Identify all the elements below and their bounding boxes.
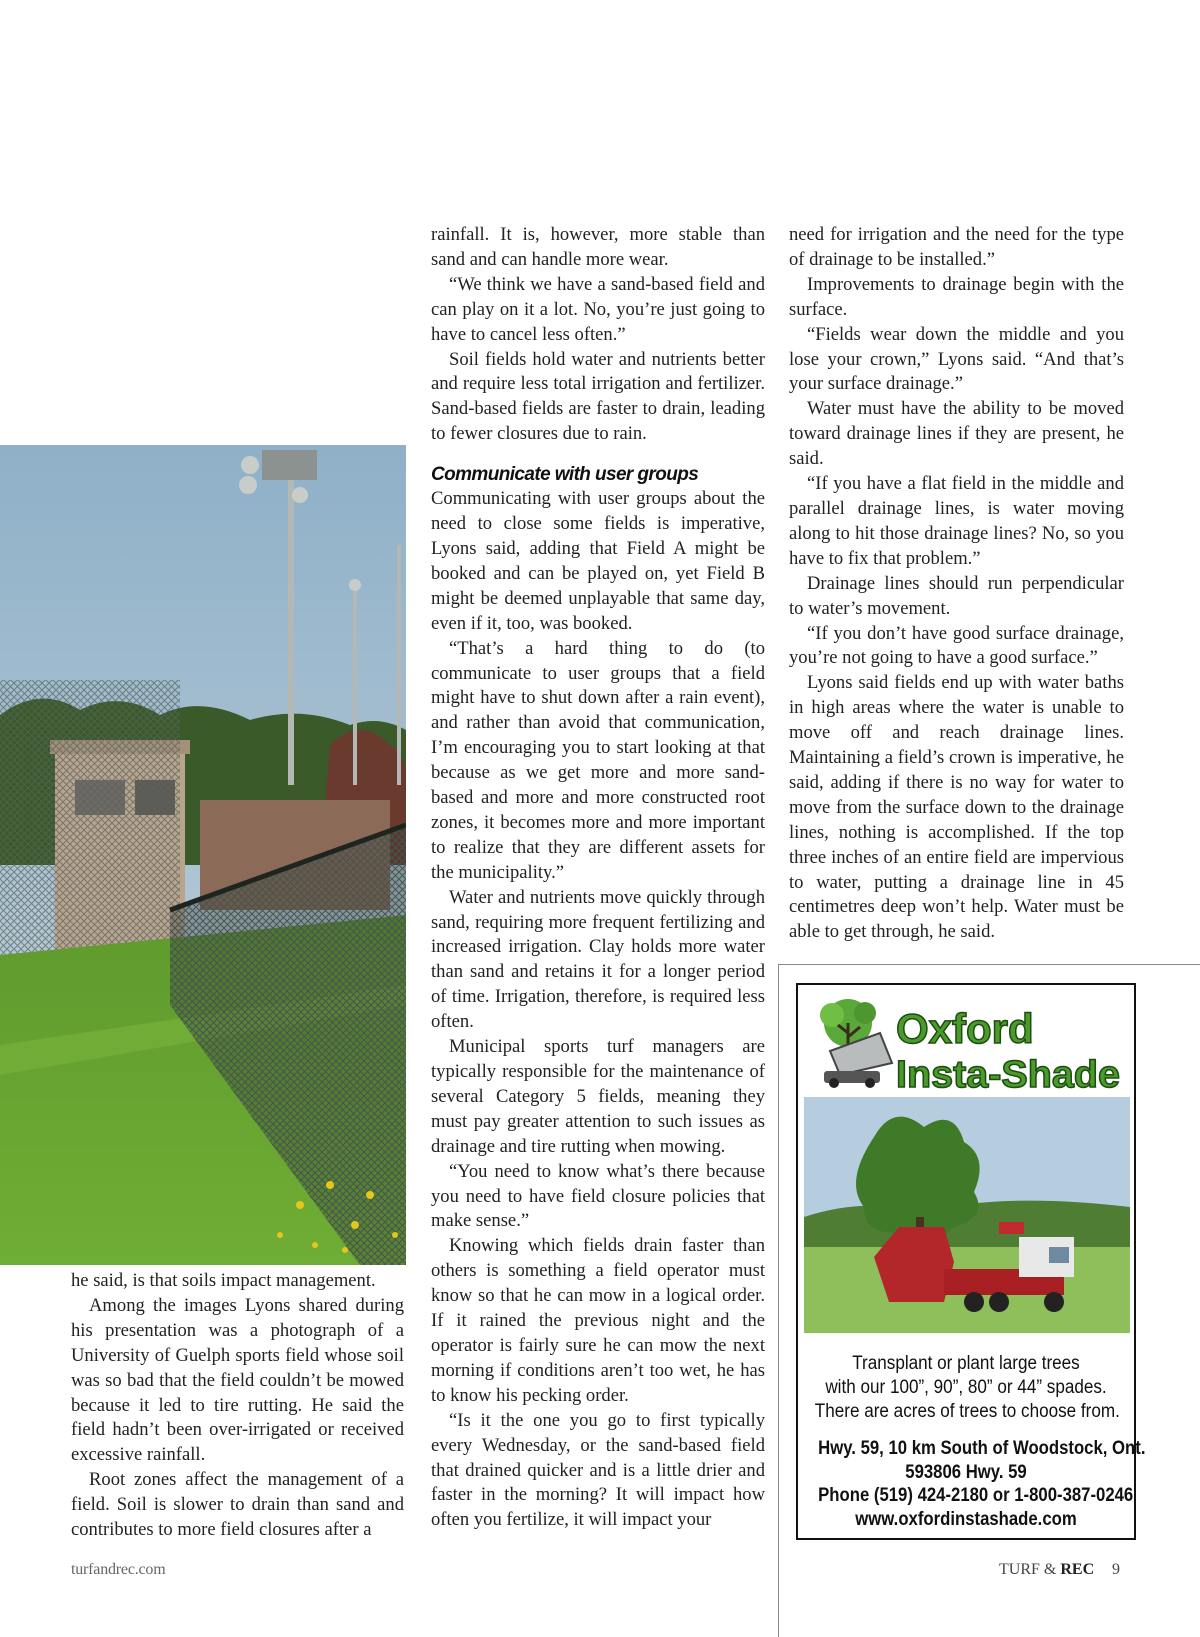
ad-logo (810, 993, 1126, 1093)
paragraph: Communicating with user groups about the need to close some fields is imperative, Lyons said, adding that Field A might be booked and can be played on, yet Field B might be deemed unplayable that same day, even if it, too, was booked. (431, 488, 765, 634)
page-number: 9 (1112, 1561, 1120, 1578)
ad-contact (818, 1437, 1146, 1531)
footer-site-url[interactable]: turfandrec.com (71, 1561, 166, 1578)
paragraph: he said, is that soils impact management. (71, 1270, 376, 1291)
paragraph: Lyons said fields end up with water baths in high areas where the water is unable to move off and reach drainage lines. Maintaining a field’s crown is imperative, he said, adding if there is no way for water to move from the surface down to the drainage lines, nothing is accomplished. If the top three inches of an entire field are impervious to water, putting a drainage line in 45 centimetres deep won’t help. Water must be able to get through, he said. (789, 672, 1124, 943)
paragraph: Improvements to drainage begin with the surface. (789, 273, 1124, 320)
footer-brand-bold: REC (1060, 1561, 1095, 1578)
ad-phone: Phone (519) 424-2180 or 1-800-387-0246 (818, 1485, 1134, 1506)
article-column-left (71, 1269, 404, 1543)
paragraph: Drainage lines should run perpendicular to water’s movement. (789, 572, 1124, 619)
paragraph: “If you have a flat field in the middle and parallel drainage lines, is water moving along to hit those drainage lines? No, so you have to fix that problem.” (789, 473, 1124, 569)
paragraph: “If you don’t have good surface drainage, you’re not going to have a good surface.” (789, 622, 1124, 669)
ad-address: Hwy. 59, 10 km South of Woodstock, Ont. (818, 1438, 1146, 1459)
footer-brand (999, 1561, 1094, 1579)
oxford-insta-shade-ad[interactable] (796, 983, 1146, 1540)
ad-street: 593806 Hwy. 59 (905, 1461, 1027, 1483)
paragraph: “You need to know what’s there because you need to have field closure policies that make sense.” (431, 1160, 765, 1232)
section-subheading: Communicate with user groups (431, 464, 699, 486)
article-column-middle (431, 223, 765, 1533)
ad-divider-horizontal (778, 964, 1200, 965)
paragraph: “Is it the one you go to first typically every Wednesday, or the sand-based field that drained quicker and is a little drier and faster in the morning? It will impact how often you fertilize, it will impact your (431, 1409, 765, 1531)
paragraph: Water and nutrients move quickly through sand, requiring more frequent fertilizing and increased irrigation. Clay holds more water than sand and retains it for a longer period of time. Irrigation, therefore, is required less often. (431, 886, 765, 1033)
ad-tagline-line: Transplant or plant large trees (852, 1353, 1080, 1374)
ad-divider-vertical (778, 964, 779, 1637)
tree-spade-icon (820, 999, 892, 1088)
paragraph: Municipal sports turf managers are typically responsible for the maintenance of several Category 5 fields, meaning they must pay greater attention to such issues as drainage and tire rutting when mowing. (431, 1036, 765, 1157)
footer-brand-prefix: TURF & (999, 1561, 1061, 1578)
ad-tagline-line: with our 100”, 90”, 80” or 44” spades. (825, 1377, 1107, 1398)
paragraph: “We think we have a sand-based field and can play on it a lot. No, you’re just going to have to cancel less often.” (431, 273, 765, 345)
paragraph: need for irrigation and the need for the type of drainage to be installed.” (789, 224, 1124, 270)
tree-spade-truck-photo (804, 1097, 1130, 1333)
paragraph: “Fields wear down the middle and you lose your crown,” Lyons said. “And that’s your surface drainage.” (789, 323, 1124, 395)
paragraph: Among the images Lyons shared during his presentation was a photograph of a University of Guelph sports field whose soil was so bad that the field couldn’t be mowed because it led to tire rutting. He said the field hadn’t been over-irrigated or received excessive rainfall. (71, 1294, 404, 1466)
article-column-right (789, 223, 1124, 945)
ad-logo-line2: Insta-Shade (896, 1054, 1120, 1093)
paragraph: Water must have the ability to be moved toward drainage lines if they are present, he said. (789, 398, 1124, 470)
ad-tagline-line: There are acres of trees to choose from. (814, 1401, 1120, 1422)
paragraph: Root zones affect the management of a field. Soil is slower to drain than sand and contributes to more field closures after a (71, 1469, 404, 1541)
paragraph: Knowing which fields drain faster than others is something a field operator must know so that he can mow in a logical order. If it rained the previous night and the operator is fairly sure he can mow the next morning if conditions aren’t too wet, he has to know his pecking order. (431, 1235, 765, 1406)
ad-website-link[interactable]: www.oxfordinstashade.com (855, 1508, 1077, 1530)
field-fence-photo (0, 445, 406, 1265)
paragraph: “That’s a hard thing to do (to communicate to user groups that a field might have to shut down after a rain event), and rather than avoid that communication, I’m encouraging you to start looking at that because as we get more and more sand-based and more and more constructed root zones, it becomes more and more important to realize that they are different assets for the municipality.” (431, 637, 765, 883)
paragraph: Soil fields hold water and nutrients better and require less total irrigation and fertilizer. Sand-based fields are faster to drain, leading to fewer closures due to rain. (431, 348, 765, 445)
paragraph: rainfall. It is, however, more stable than sand and can handle more wear. (431, 224, 765, 270)
ad-logo-line1: Oxford (896, 1005, 1034, 1052)
ad-tagline (814, 1352, 1120, 1424)
